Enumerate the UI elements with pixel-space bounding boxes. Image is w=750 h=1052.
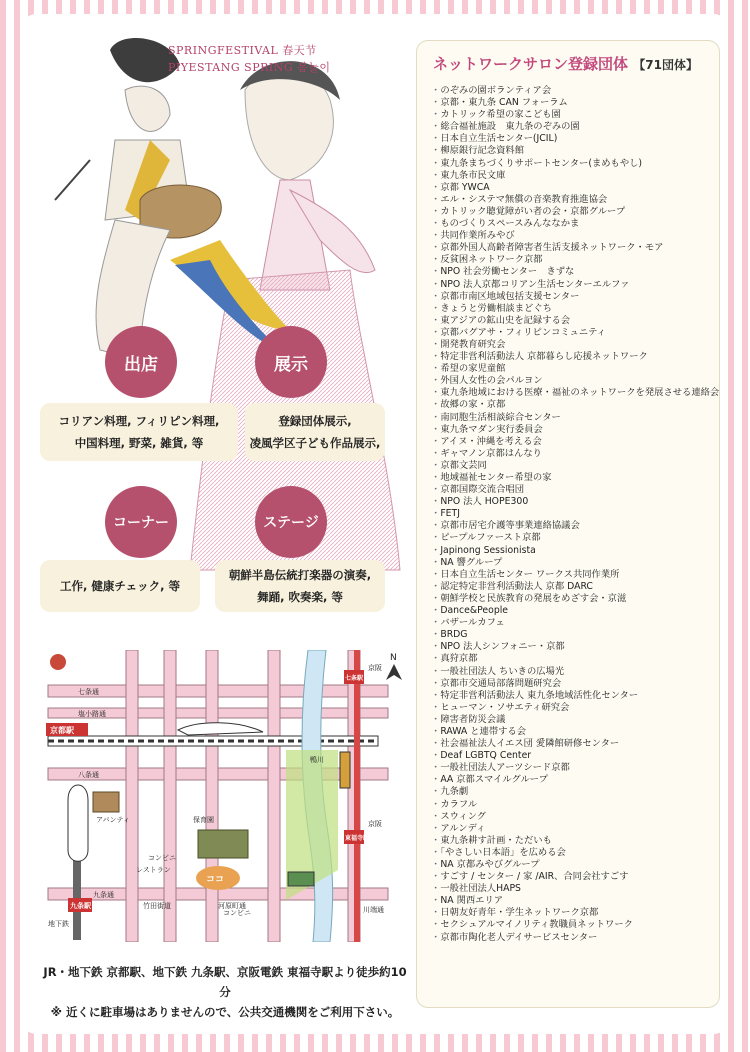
road-v1	[126, 650, 138, 942]
organization-item: ・ 故郷の家・京都	[431, 399, 719, 411]
stage-description	[215, 560, 385, 612]
organization-item: ・ 東九条マダン実行委員会	[431, 424, 719, 436]
organization-item: ・ 開発教育研究会	[431, 339, 719, 351]
panel-title	[433, 53, 698, 74]
panel-count: 【71団体】	[633, 58, 698, 72]
tram-icon	[288, 872, 314, 886]
organization-item: ・ 九条劇	[431, 786, 719, 798]
organization-item: ・ 東九条市民文庫	[431, 170, 719, 182]
label-road-kawabata: 川端通	[363, 906, 384, 914]
label-road-shichijo: 七条通	[78, 688, 99, 696]
organization-item: ・ スウィング	[431, 811, 719, 823]
avanti-building	[93, 792, 119, 812]
organization-item: ・ 朝鮮学校と民族教育の発展をめざす会・京滋	[431, 593, 719, 605]
organization-item: ・ NPO 法人 HOPE300	[431, 496, 719, 508]
organization-item: ・ ギャマノン京都はんなり	[431, 448, 719, 460]
organization-item: ・ Dance&People	[431, 605, 719, 617]
label-keihan1: 京阪	[368, 664, 382, 672]
organization-item: ・ ものづくりスペースみんななかま	[431, 218, 719, 230]
station-shichijo: 七条駅	[345, 675, 364, 682]
organization-item: ・ NPO 法人シンフォニー・京都	[431, 641, 719, 653]
organization-item: ・ 特定非営利活動法人 東九条地域活性化センター	[431, 690, 719, 702]
label-restaurant: レストラン	[136, 866, 171, 874]
organization-item: ・ エル・システマ無償の音楽教育推進協会	[431, 194, 719, 206]
organization-item: ・ きょうと労働相談まどぐち	[431, 303, 719, 315]
organization-item: ・ 一般社団法人HAPS	[431, 883, 719, 895]
exhibit-line2: 凌風学区子ども作品展示,	[249, 436, 381, 450]
stage-line2: 舞踊, 吹奏楽, 等	[257, 590, 343, 604]
label-nursery: 保育園	[193, 816, 214, 824]
organization-item: ・ AA 京都スマイルグループ	[431, 774, 719, 786]
organization-item: ・ NA 関西エリア	[431, 895, 719, 907]
organization-item: ・ ヒューマン・ソサエティ研究会	[431, 702, 719, 714]
north-arrow-icon	[386, 664, 402, 680]
organization-item: ・ Deaf LGBTQ Center	[431, 750, 719, 762]
organization-item: ・ NPO 社会労働センター きずな	[431, 266, 719, 278]
shinkansen-icon	[178, 723, 263, 735]
organization-item: ・ 障害者防災会議	[431, 714, 719, 726]
organization-item: ・ 特定非営利活動法人 京都暮らし応援ネットワーク	[431, 351, 719, 363]
organization-item: ・ 「やさしい日本語」を広める会	[431, 847, 719, 859]
organization-item: ・ カラフル	[431, 799, 719, 811]
venue-building	[198, 830, 248, 858]
label-river: 鴨川	[310, 756, 324, 764]
festival-title-line2: PIYESTANG SPRING 봄놀이	[168, 61, 331, 74]
exhibit-circle: 展示	[255, 326, 327, 398]
organization-item: ・ 京都文芸同	[431, 460, 719, 472]
organization-item: ・ カトリック希望の家こども園	[431, 109, 719, 121]
road-v4	[268, 650, 280, 942]
road-kawaramachi	[206, 650, 218, 942]
organization-item: ・ 日朝友好青年・学生ネットワーク京都	[431, 907, 719, 919]
access-line1: JR・地下鉄 京都駅、地下鉄 九条駅、京阪電鉄 東福寺駅より徒歩約10分	[43, 965, 407, 999]
organization-item: ・ 東アジアの鉱山史を記録する会	[431, 315, 719, 327]
subway-train-icon	[68, 785, 88, 861]
station-tofukuji: 東福寺駅	[345, 835, 370, 842]
organization-item: ・ RAWA と連帯する会	[431, 726, 719, 738]
stage-circle: ステージ	[255, 486, 327, 558]
access-map	[38, 650, 410, 942]
organization-item: ・ 柳原銀行記念資料館	[431, 145, 719, 157]
shop-line1: コリアン料理, フィリピン料理,	[58, 414, 220, 428]
organization-item: ・ バザールカフェ	[431, 617, 719, 629]
organization-item: ・ NA 響グループ	[431, 557, 719, 569]
corner-circle: コーナー	[105, 486, 177, 558]
corner-line1: 工作, 健康チェック, 等	[60, 579, 180, 593]
organization-item: ・ 京都市陶化老人デイサービスセンター	[431, 932, 719, 944]
organization-item: ・ 京都バグアサ・フィリピンコミュニティ	[431, 327, 719, 339]
organization-item: ・ 外国人女性の会パルヨン	[431, 375, 719, 387]
label-north: N	[390, 653, 397, 663]
organization-item: ・ すごす / センター / 家 /AIR、合同会社すごす	[431, 871, 719, 883]
organization-item: ・ 共同作業所みやび	[431, 230, 719, 242]
label-road-hachijo: 八条通	[78, 771, 99, 779]
organization-item: ・ 京都市南区地域包括支援センター	[431, 291, 719, 303]
organization-item: ・ Japinong Sessionista	[431, 545, 719, 557]
organization-item: ・ 一般社団法人 ちいきの広場光	[431, 666, 719, 678]
label-road-kawaramachi: 河原町通	[218, 902, 246, 910]
label-road-takeda: 竹田街道	[143, 902, 171, 910]
organization-item: ・ 認定特定非営利活動法人 京都 DARC	[431, 581, 719, 593]
label-conveni1: コンビニ	[148, 854, 176, 862]
label-here: ココ	[206, 875, 225, 885]
panel-title-text: ネットワークサロン登録団体	[433, 55, 629, 73]
organization-item: ・ 一般社団法人アーツシード京都	[431, 762, 719, 774]
organization-item: ・ 社会福祉法人イエス団 愛隣館研修センター	[431, 738, 719, 750]
label-road-shiokoji: 塩小路通	[78, 710, 106, 718]
road-takeda	[164, 650, 176, 942]
keihan-train-icon	[340, 752, 350, 788]
member-organizations-panel	[416, 40, 720, 1008]
organization-item: ・ アイヌ・沖縄を考える会	[431, 436, 719, 448]
organization-item: ・ セクシュアルマイノリティ教職員ネットワーク	[431, 919, 719, 931]
keihan-line	[354, 650, 360, 942]
label-conveni2: コンビニ	[223, 909, 251, 917]
organization-item: ・ 総合福祉施設 東九条のぞみの園	[431, 121, 719, 133]
organization-item: ・ アルンディ	[431, 823, 719, 835]
organization-item: ・ 京都市交通局部落問題研究会	[431, 678, 719, 690]
station-kyoto: 京都駅	[50, 726, 74, 735]
organization-item: ・ 京都 YWCA	[431, 182, 719, 194]
access-info	[40, 962, 410, 1022]
organization-item: ・ ピープルファースト京都	[431, 532, 719, 544]
organization-list	[431, 85, 719, 944]
stage-line1: 朝鮮半島伝統打楽器の演奏,	[228, 568, 372, 582]
organization-item: ・ FETJ	[431, 508, 719, 520]
organization-item: ・ 地域福祉センター希望の家	[431, 472, 719, 484]
shop-circle: 出店	[105, 326, 177, 398]
organization-item: ・ 東九条まちづくりサポートセンター(まめもやし)	[431, 158, 719, 170]
label-subway: 地下鉄	[48, 920, 69, 928]
label-avanti: アバンティ	[96, 816, 130, 824]
festival-title-line1: SPRINGFESTIVAL 春天节	[168, 44, 317, 57]
corner-description	[40, 560, 200, 612]
organization-item: ・ 京都・東九条 CAN フォーラム	[431, 97, 719, 109]
organization-item: ・ 京都国際交流合唱団	[431, 484, 719, 496]
shop-description	[40, 403, 238, 461]
station-kujo: 九条駅	[70, 902, 91, 910]
organization-item: ・ NPO 法人京都コリアン生活センターエルファ	[431, 279, 719, 291]
organization-item: ・ 日本自立生活センター(JCIL)	[431, 133, 719, 145]
exhibit-description	[245, 403, 385, 461]
festival-title	[168, 42, 331, 76]
organization-item: ・ 南同胞生活相談綜合センター	[431, 412, 719, 424]
dancer-illustration	[30, 30, 410, 590]
label-keihan2: 京阪	[368, 820, 382, 828]
organization-item: ・ 真狩京都	[431, 653, 719, 665]
organization-item: ・ NA 京都みやびグループ	[431, 859, 719, 871]
organization-item: ・ BRDG	[431, 629, 719, 641]
organization-item: ・ 希望の家児童館	[431, 363, 719, 375]
organization-item: ・ 東九条地域における医療・福祉のネットワークを発展させる連絡会	[431, 387, 719, 399]
kyoto-tower-icon	[50, 654, 66, 670]
organization-item: ・ 日本自立生活センター ワークス共同作業所	[431, 569, 719, 581]
label-road-kujo: 九条通	[93, 891, 114, 899]
organization-item: ・ のぞみの園ボランティア会	[431, 85, 719, 97]
organization-item: ・ 反貧困ネットワーク京都	[431, 254, 719, 266]
organization-item: ・ 京都外国人高齢者障害者生活支援ネットワーク・モア	[431, 242, 719, 254]
organization-item: ・ カトリック聴覚障がい者の会・京都グループ	[431, 206, 719, 218]
access-line2: ※ 近くに駐車場はありませんので、公共交通機関をご利用下さい。	[50, 1005, 400, 1019]
organization-item: ・ 京都市居宅介護等事業連絡協議会	[431, 520, 719, 532]
shop-line2: 中国料理, 野菜, 雑貨, 等	[74, 436, 204, 450]
organization-item: ・ 東九条耕す計画・ただいも	[431, 835, 719, 847]
exhibit-line1: 登録団体展示,	[278, 414, 352, 428]
